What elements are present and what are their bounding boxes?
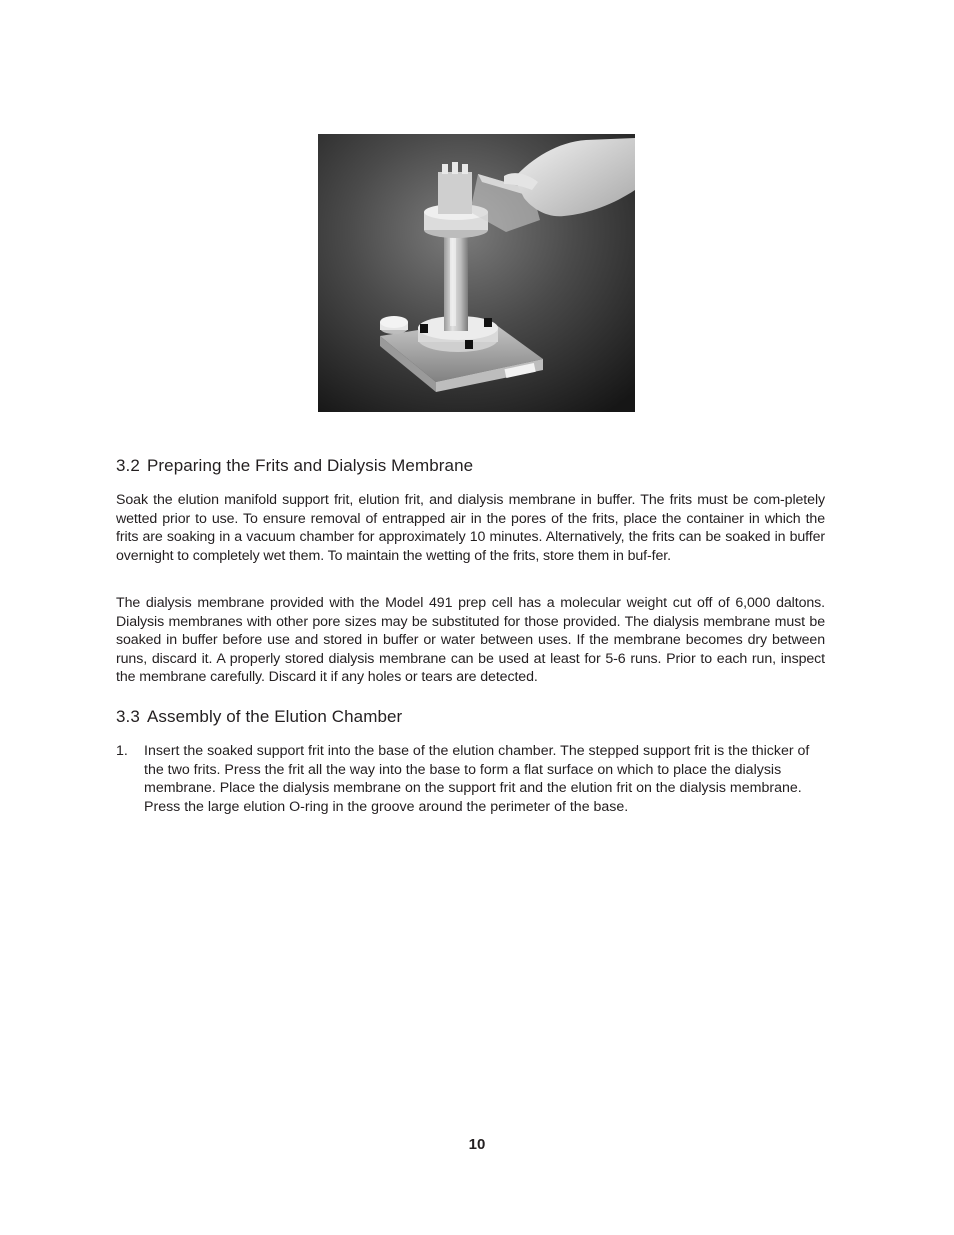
page-number: 10 xyxy=(468,1136,486,1153)
step-text: Insert the soaked support frit into the base of the elution chamber. The stepped support frit is the thicker of the two frits. Press the frit all the way into the base to form a flat surface on which to place the dialysis membrane. Place the dialysis membrane on the support frit and the elution frit on the dialysis membrane. Press the large elution O-ring in the groove around the perimeter of the base. xyxy=(144,743,810,815)
section-3-2-paragraph-2: The dialysis membrane provided with the Model 491 prep cell has a molecular weight cut off of 6,000 daltons. Dialysis membranes with other pore sizes may be substituted for those provided. The dialysis membrane must be soaked in buffer before use and stored in buffer or water between uses. If the membrane becomes dry between runs, discard it. A properly stored dialysis membrane can be used at least for 5-6 runs. Prior to each run, inspect the membrane carefully. Discard it if any holes or tears are detected. xyxy=(116,595,825,686)
section-3-3-heading xyxy=(116,707,402,727)
section-3-2-paragraph-1: Soak the elution manifold support frit, elution frit, and dialysis membrane in buffer. The frits must be com-pletely wetted prior to use. To ensure removal of entrapped air in the pores of the frits, place the container in which the frits are soaking in a vacuum chamber for approximately 10 minutes. Alternatively, the frits can be soaked in buffer overnight to completely wet them. To maintain the wetting of the frits, store them in buf-fer. xyxy=(116,492,825,564)
prep-cell-photo xyxy=(318,134,635,412)
section-3-2-title: Preparing the Frits and Dialysis Membrane xyxy=(146,456,474,475)
section-3-3-title: Assembly of the Elution Chamber xyxy=(146,707,403,726)
assembly-steps-list xyxy=(116,742,825,816)
section-3-3-number: 3.3 xyxy=(116,707,140,726)
step-marker: 1. xyxy=(116,743,128,759)
section-3-2-number: 3.2 xyxy=(116,456,140,475)
section-3-2-heading xyxy=(116,456,473,476)
list-item xyxy=(116,742,825,816)
prep-cell-photo-graphic xyxy=(318,134,635,412)
